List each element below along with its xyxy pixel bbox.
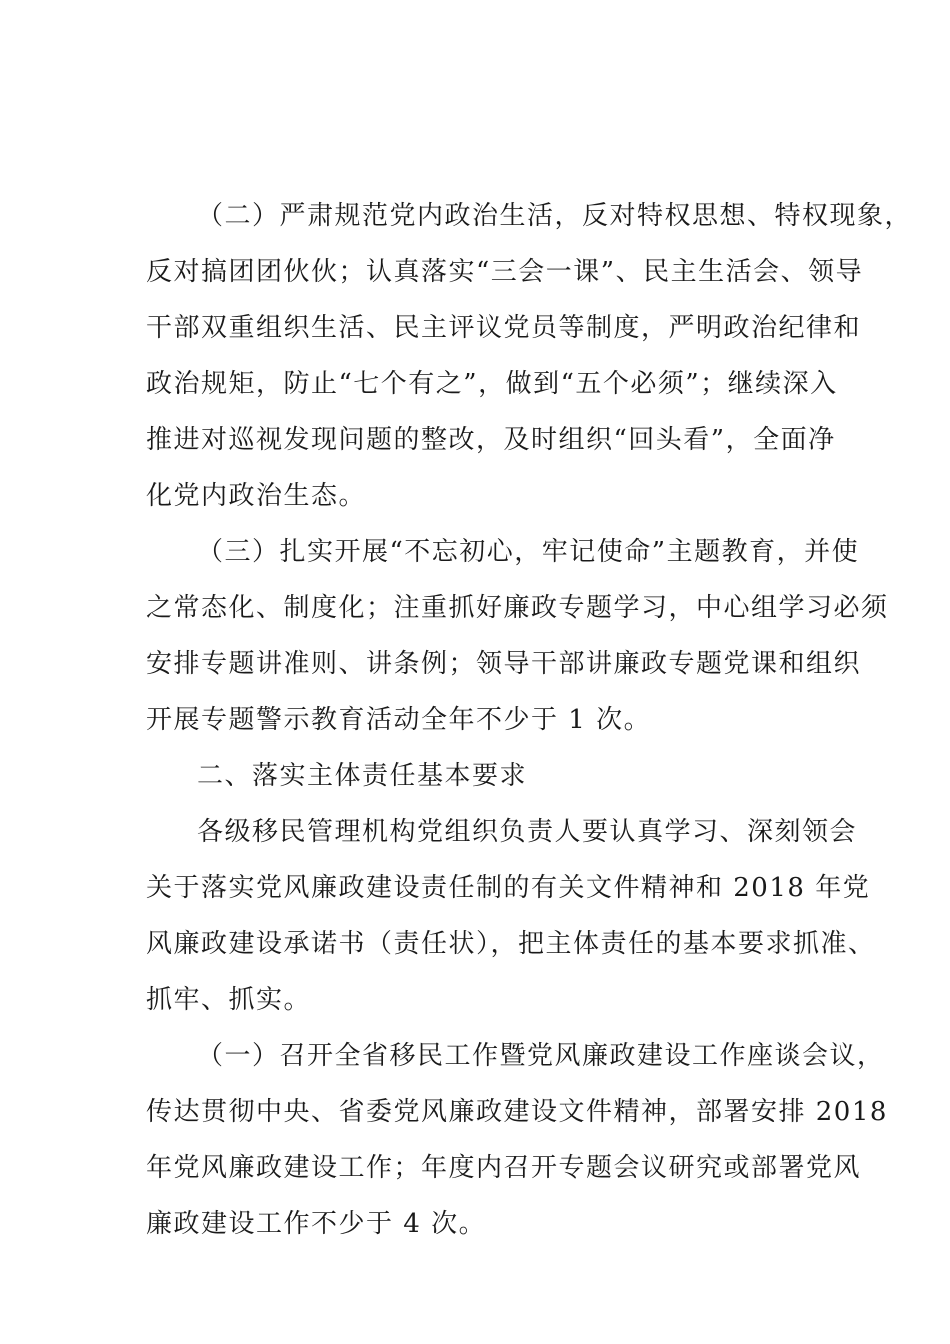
paragraph-line: 各级移民管理机构党组织负责人要认真学习、深刻领会 <box>197 817 858 847</box>
document-body <box>146 188 913 1252</box>
paragraph-line: 风廉政建设承诺书（责任状），把主体责任的基本要求抓准、 <box>146 929 876 959</box>
paragraph-line: （一）召开全省移民工作暨党风廉政建设工作座谈会议， <box>197 1041 885 1071</box>
paragraph-line: 抓牢、抓实。 <box>146 985 312 1015</box>
paragraph-line: 之常态化、制度化；注重抓好廉政专题学习，中心组学习必须 <box>146 593 889 623</box>
paragraph-line: 年党风廉政建设工作；年度内召开专题会议研究或部署党风 <box>146 1153 862 1183</box>
paragraph-line: 传达贯彻中央、省委党风廉政建设文件精神，部署安排 2018 <box>146 1097 888 1127</box>
paragraph-line: 开展专题警示教育活动全年不少于 1 次。 <box>146 705 652 735</box>
paragraph-line: 政治规矩，防止“七个有之”，做到“五个必须”；继续深入 <box>146 369 838 399</box>
paragraph-line: （三）扎实开展“不忘初心，牢记使命”主题教育，并使 <box>197 537 860 567</box>
paragraph-line: 安排专题讲准则、讲条例；领导干部讲廉政专题党课和组织 <box>146 649 862 679</box>
paragraph-line: （二）严肃规范党内政治生活，反对特权思想、特权现象， <box>197 201 913 231</box>
paragraph-line: 关于落实党风廉政建设责任制的有关文件精神和 2018 年党 <box>146 873 871 903</box>
paragraph-line: 干部双重组织生活、民主评议党员等制度，严明政治纪律和 <box>146 313 862 343</box>
paragraph-line: 化党内政治生态。 <box>146 481 367 511</box>
paragraph-line: 推进对巡视发现问题的整改，及时组织“回头看”，全面净 <box>146 425 836 455</box>
section-heading: 二、落实主体责任基本要求 <box>197 761 528 791</box>
paragraph-line: 廉政建设工作不少于 4 次。 <box>146 1209 487 1239</box>
paragraph-line: 反对搞团团伙伙；认真落实“三会一课”、民主生活会、领导 <box>146 257 864 287</box>
